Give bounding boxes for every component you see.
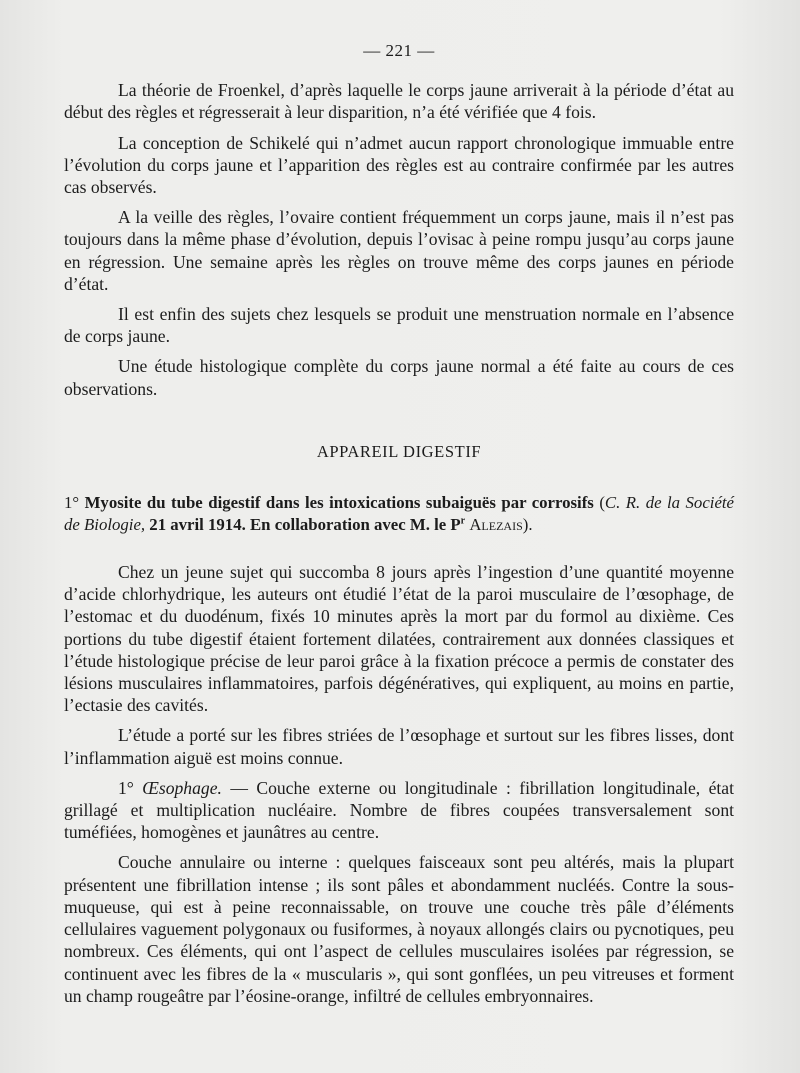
entry-title (64, 492, 734, 536)
page-number: — 221 — (363, 41, 435, 60)
paragraph-veille-regles: A la veille des règles, l’ovaire contient fréquemment un corps jaune, mais il n’est pas toujours dans la même phase d’évolution, depuis l’ovisac à peine rompu jusqu’au corps jaune en régression. Une semaine après les règles on trouve même des corps jaunes en période d’état. (64, 207, 734, 294)
section-heading: APPAREIL DIGESTIF (316, 441, 482, 461)
entry-ref-author: Alezais (469, 515, 523, 535)
entry-ref-open: ( (599, 493, 605, 513)
paragraph-etude-histologique: Une étude histologique complète du corps jaune normal a été faite au cours de ces observations. (64, 356, 734, 399)
paragraph-schikele: La conception de Schikelé qui n’admet aucun rapport chronologique immuable entre l’évolution du corps jaune et l’apparition des règles est au contraire confirmée par les autres cas observés. (64, 132, 734, 198)
entry-ref-close: ). (522, 515, 533, 535)
oesophage-number: 1° (118, 777, 134, 798)
oesophage-text: — Couche externe ou longitudinale : fibrillation longitudinale, état grillagé et multiplication nucléaire. Nombre de fibres coupées transversalement sont tuméfiées, homogènes et jaunâtres au centre. (64, 777, 734, 843)
paragraph-jeune-sujet: Chez un jeune sujet qui succomba 8 jours après l’ingestion d’une quantité moyenne d’acide chlorhydrique, les auteurs ont étudié l’état de la paroi musculaire de l’œsophage, de l’estomac et du duodénum, fixés 10 minutes après la mort par du formol au dixième. Ces portions du tube digestif étaient fortement dilatées, contrairement aux données classiques et l’étude histologique précise de leur paroi grâce à la fixation précoce a permis de constater des lésions musculaires inflammatoires, parfois dégénératives, qui expliquent, au moins en partie, l’ectasie des cavités. (64, 562, 734, 716)
entry-ref-journal: C. R. de la Société de Biologie, (64, 493, 734, 535)
paragraph-sans-corps-jaune: Il est enfin des sujets chez lesquels se produit une menstruation normale en l’absence de corps jaune. (64, 304, 734, 347)
paragraph-couche-annulaire: Couche annulaire ou interne : quelques faisceaux sont peu altérés, mais la plupart présentent une fibrillation intense ; ils sont pâles et abondamment nucléés. Contre la sous-muqueuse, qui est à peine reconnaissable, on trouve une couche très pâle d’éléments cellulaires vaguement polygonaux ou fusiformes, à noyaux allongés clairs ou pycnotiques, peu nombreux. Ces éléments, qui ont l’aspect de cellules musculaires isolées par régression, se continuent avec les fibres de la « muscularis », qui sont gonflées, un peu vitreuses et forment un champ rougeâtre par l’éosine-orange, infiltré de cellules embryonnaires. (64, 852, 734, 1006)
entry-ref-sup: r (460, 515, 466, 527)
page-content (64, 40, 734, 1015)
paragraph-fibres-striees: L’étude a porté sur les fibres striées de l’œsophage et surtout sur les fibres lisses, dont l’inflammation aiguë est moins connue. (64, 725, 734, 768)
entry-title-text: Myosite du tube digestif dans les intoxications subaiguës par corrosifs (84, 493, 594, 513)
paragraph-froenkel: La théorie de Froenkel, d’après laquelle le corps jaune arriverait à la période d’état au début des règles et régresserait à leur disparition, n’a été vérifiée que 4 fois. (64, 80, 734, 123)
entry-ref-date: 21 avril 1914. En collaboration avec M. le P (149, 515, 461, 535)
paragraph-oesophage (64, 777, 734, 844)
oesophage-label: Œsophage. (142, 777, 222, 798)
entry-number: 1° (64, 493, 80, 513)
